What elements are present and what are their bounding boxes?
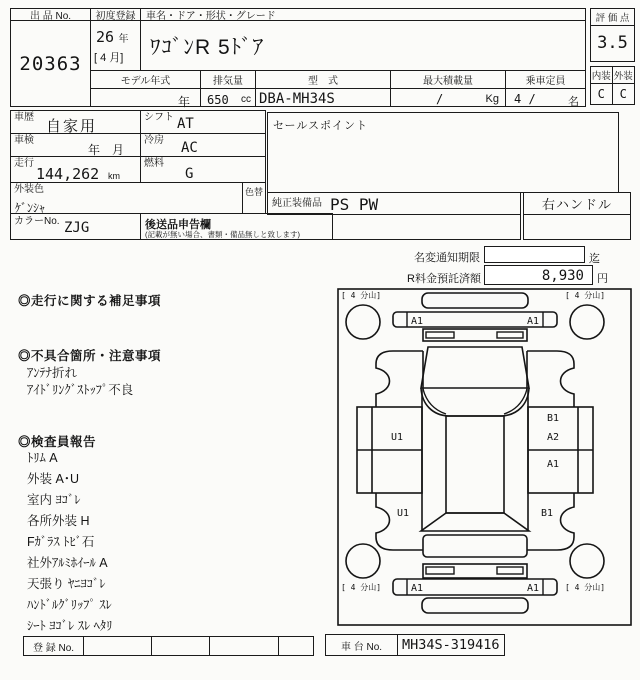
panel-label-rear-right: A1 <box>526 583 539 594</box>
inspector-item: ｼｰﾄ ﾖｺﾞﾚ ｽﾚ ﾍﾀﾘ <box>27 619 113 633</box>
model-year-header <box>90 70 201 89</box>
inspector-item: 社外ｱﾙﾐﾎｲｰﾙ A <box>27 556 108 570</box>
exterior-grade: C <box>619 87 627 101</box>
displacement-value: 650 <box>207 93 229 107</box>
model-code-value: DBA-MH34S <box>259 91 335 107</box>
right-front-fender <box>527 351 574 407</box>
first-reg-year-row <box>96 28 129 47</box>
color-no-value: ZJG <box>64 220 90 236</box>
max-load-cell <box>390 88 506 107</box>
exterior-header <box>613 67 635 83</box>
reg-no-cell <box>151 637 209 655</box>
model-year-value: 年 <box>177 95 190 109</box>
shift-value: AT <box>177 116 194 132</box>
mileage-label: 走行 <box>14 158 34 169</box>
fuel-cell <box>140 156 266 183</box>
reg-no-label-cell <box>24 637 83 655</box>
steering-cell <box>523 192 631 215</box>
sales-point-label: セールスポイント <box>273 120 369 132</box>
tire-label-rear-left: [ 4 分山] <box>341 583 382 592</box>
displacement-label: 排気量 <box>213 76 243 87</box>
panel-label-right-top: B1 <box>546 413 560 424</box>
score-value: 3.5 <box>597 33 628 53</box>
model-code-header <box>255 70 391 89</box>
chassis-no-box <box>325 634 505 656</box>
rear-cowl <box>423 564 527 578</box>
defect-item: ｱﾝﾃﾅ折れ <box>27 366 78 380</box>
grade-box <box>590 66 635 105</box>
shift-cell <box>140 110 266 134</box>
front-cowl-vent <box>497 332 523 338</box>
sales-point-box <box>267 112 619 193</box>
score-label: 評 価 点 <box>595 13 630 24</box>
steering-value: 右ハンドル <box>541 197 612 212</box>
aircon-cell <box>140 133 266 157</box>
rear-cowl-vent <box>426 567 454 574</box>
inspector-item: Fｶﾞﾗｽ ﾄﾋﾞ石 <box>27 535 95 549</box>
rear-bumper <box>422 598 528 613</box>
panel-label-right-quarter: B1 <box>540 508 554 519</box>
history-cell <box>10 110 141 134</box>
capacity-header <box>505 70 586 89</box>
front-cowl-vent <box>426 332 454 338</box>
deposit-amount: 8,930 <box>541 268 584 284</box>
panel-label-front-right: A1 <box>526 316 539 327</box>
interior-grade: C <box>591 84 613 104</box>
left-front-fender <box>376 351 423 407</box>
panel-label-right-door: A1 <box>546 459 560 470</box>
color-change-label: 色替 <box>245 187 264 197</box>
panel-label-front-left: A1 <box>411 316 424 327</box>
tire-label-rear-right: [ 4 分山] <box>565 583 606 592</box>
capacity-unit: 名 <box>568 96 579 108</box>
color-no-cell <box>10 213 141 240</box>
auction-no-label: 出 品 No. <box>29 11 72 22</box>
mileage-value: 144,262 <box>36 165 100 183</box>
inspector-item: 室内 ﾖｺﾞﾚ <box>27 493 81 507</box>
inspector-item: 外装 A･U <box>27 472 80 486</box>
inspector-title: ◎検査員報告 <box>18 435 97 449</box>
right-rear-fender <box>527 493 574 550</box>
body-color-label: 外装色 <box>14 184 44 195</box>
steering-empty-cell <box>523 214 631 240</box>
reg-no-label: 登 録 No. <box>32 642 75 654</box>
inspection-value: 年 月 <box>87 143 124 157</box>
history-label: 車歴 <box>14 112 34 123</box>
car-damage-diagram <box>337 288 632 626</box>
name-change-label: 名変通知期限 <box>414 252 480 264</box>
first-reg-month: [ 4 月] <box>94 52 124 64</box>
front-bumper <box>422 293 528 308</box>
late-items-cell <box>140 213 333 240</box>
model-code-label: 型 式 <box>308 76 338 87</box>
inspector-items <box>27 448 112 637</box>
car-name-value: ﾜｺﾞﾝR 5ﾄﾞｱ <box>150 35 265 59</box>
late-items-label: 後送品申告欄 <box>145 219 211 231</box>
first-reg-label: 初度登録 <box>95 11 136 22</box>
mileage-notes-title: ◎走行に関する補足事項 <box>18 294 162 308</box>
panel-label-rear-left: A1 <box>411 583 424 594</box>
capacity-label: 乗車定員 <box>525 76 566 87</box>
first-reg-year-unit: 年 <box>118 34 129 45</box>
auction-no-value: 20363 <box>19 52 82 75</box>
inspector-item: 各所外装 H <box>27 514 90 528</box>
left-rear-fender <box>376 493 423 550</box>
deposit-label: R料金預託済額 <box>407 273 481 285</box>
interior-label: 内装 <box>591 71 611 82</box>
max-load-unit: Kg <box>485 93 499 105</box>
mileage-unit: km <box>108 171 120 181</box>
hood <box>421 347 529 388</box>
reg-no-cell <box>83 637 151 655</box>
max-load-header <box>390 70 506 89</box>
panel-label-right-mid: A2 <box>546 432 560 443</box>
first-reg-box <box>90 20 141 71</box>
body-color-value: ｹﾞﾝｼｬ <box>15 201 46 215</box>
model-year-label: モデル年式 <box>120 76 171 87</box>
chassis-no-label-cell <box>326 635 398 655</box>
chassis-no-label: 車 台 No. <box>340 641 383 653</box>
displacement-header <box>200 70 256 89</box>
reg-no-cell <box>278 637 313 655</box>
grade-value-row <box>591 84 634 104</box>
car-name-box <box>140 20 586 71</box>
color-change-cell <box>242 182 266 214</box>
deposit-box <box>484 265 593 285</box>
inspection-cell <box>10 133 141 157</box>
displacement-unit: cc <box>241 94 251 105</box>
score-box <box>590 8 635 62</box>
displacement-cell <box>200 88 256 107</box>
name-change-until: 迄 <box>589 253 600 265</box>
chassis-no-value-cell <box>398 635 504 655</box>
reg-no-box <box>23 636 314 656</box>
inspector-item: 天張り ﾔﾆﾖｺﾞﾚ <box>27 577 106 591</box>
capacity-value: 4 / <box>514 92 536 106</box>
panel-label-left-door: U1 <box>390 432 404 443</box>
tire-front-left-icon <box>346 305 380 339</box>
exterior-label: 外装 <box>613 71 633 82</box>
aircon-label: 冷房 <box>144 135 164 146</box>
rear-cowl-vent <box>497 567 523 574</box>
rear-window <box>421 513 529 531</box>
front-cowl <box>423 329 527 341</box>
max-load-value: / <box>436 92 444 106</box>
reg-no-cell <box>209 637 278 655</box>
capacity-cell <box>505 88 586 107</box>
tire-front-right-icon <box>570 305 604 339</box>
inspection-label: 車検 <box>14 135 34 146</box>
equipment-empty-cell <box>332 214 521 240</box>
fuel-value: G <box>185 166 194 182</box>
grade-header-row <box>591 67 634 84</box>
color-no-label: カラーNo. <box>14 216 60 227</box>
tire-rear-left-icon <box>346 544 380 578</box>
mileage-cell <box>10 156 141 183</box>
body-color-cell <box>10 182 243 214</box>
max-load-label: 最大積載量 <box>423 76 473 87</box>
auction-no-box <box>10 20 91 107</box>
defect-item: ｱｲﾄﾞﾘﾝｸﾞｽﾄｯﾌﾟ不良 <box>27 383 134 397</box>
chassis-no-value: MH34S-319416 <box>402 637 500 653</box>
model-code-cell <box>255 88 391 107</box>
score-header <box>591 9 634 26</box>
shift-label: シフト <box>144 112 174 123</box>
fuel-label: 燃料 <box>144 158 164 169</box>
history-value: 自家用 <box>46 118 98 135</box>
equipment-value: PS PW <box>330 195 379 214</box>
interior-header <box>591 67 613 83</box>
late-items-note: (記載が無い場合、書類・備品無しと致します) <box>145 230 300 239</box>
first-reg-year: 26 <box>96 28 115 46</box>
inspector-item: ﾄﾘﾑ A <box>27 451 58 465</box>
aircon-value: AC <box>181 140 198 156</box>
roof <box>446 416 504 513</box>
equipment-label: 純正装備品 <box>272 198 322 209</box>
tire-label-front-left: [ 4 分山] <box>341 291 382 300</box>
car-name-label: 車名・ドア・形状・グレード <box>146 11 276 22</box>
defects-title: ◎不具合箇所・注意事項 <box>18 349 162 363</box>
deposit-unit: 円 <box>597 273 608 285</box>
equipment-cell <box>267 192 521 215</box>
windshield <box>421 388 529 416</box>
name-change-box <box>484 246 585 263</box>
tire-rear-right-icon <box>570 544 604 578</box>
inspector-item: ﾊﾝﾄﾞﾙｸﾞﾘｯﾌﾟ ｽﾚ <box>27 598 112 612</box>
tire-label-front-right: [ 4 分山] <box>565 291 606 300</box>
model-year-cell <box>90 88 201 107</box>
trunk <box>423 535 527 557</box>
panel-label-left-quarter: U1 <box>396 508 410 519</box>
score-value-cell <box>591 26 634 60</box>
